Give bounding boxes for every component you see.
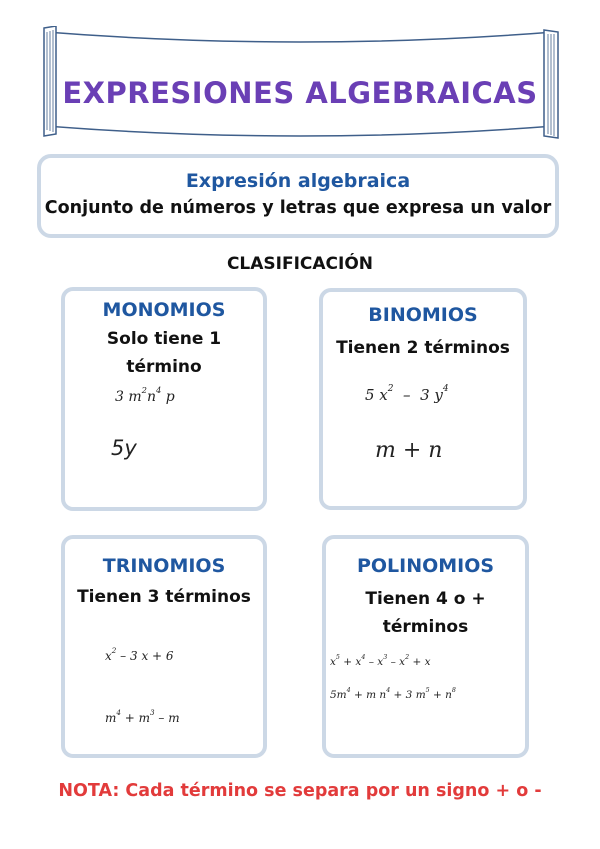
card-polinomios — [322, 535, 529, 758]
card-description-line: términos — [382, 617, 469, 637]
definition-text: Conjunto de números y letras que expresa un valor — [44, 198, 552, 218]
card-title: TRINOMIOS — [102, 555, 226, 577]
definition-card — [37, 154, 559, 238]
example-expression: $x^2 - 3$ x + 6 — [105, 645, 174, 663]
card-title: BINOMIOS — [368, 304, 478, 326]
card-binomios — [319, 288, 527, 510]
card-description-line: Tienen 4 o + — [365, 589, 486, 609]
title-banner — [34, 26, 566, 142]
example-expression: $m^4 + m^3 - m$ — [105, 707, 180, 725]
card-description: Tienen 2 términos — [336, 338, 510, 358]
definition-title: Expresión algebraica — [185, 170, 411, 192]
page-title: EXPRESIONES ALGEBRAICAS — [62, 76, 538, 110]
card-trinomios — [61, 535, 267, 758]
example-expression: $5m^4 + m$ $n^4 + 3$ $m^5 + n^8$ — [330, 686, 456, 701]
example-expression: 5y — [111, 436, 137, 460]
card-description-line: Solo tiene 1 — [106, 329, 222, 349]
card-description — [330, 585, 521, 641]
card-title: MONOMIOS — [102, 299, 226, 321]
example-expression: $x^5 + x^4 - x^3 - x^2 + x$ — [330, 653, 431, 668]
example-expression: 3 $m^2n^4$ p — [115, 384, 175, 405]
card-description: Tienen 3 términos — [77, 587, 251, 607]
note-text: NOTA: Cada término se separa por un signo + o - — [58, 781, 542, 801]
card-monomios — [61, 287, 267, 511]
example-expression: m + n — [375, 438, 443, 463]
section-title: CLASIFICACIÓN — [226, 254, 374, 274]
card-description — [69, 325, 259, 381]
card-title: POLINOMIOS — [356, 555, 495, 577]
card-description-line: término — [126, 357, 202, 377]
example-expression: 5 $x^2 - 3$ $y^4$ — [365, 384, 449, 404]
